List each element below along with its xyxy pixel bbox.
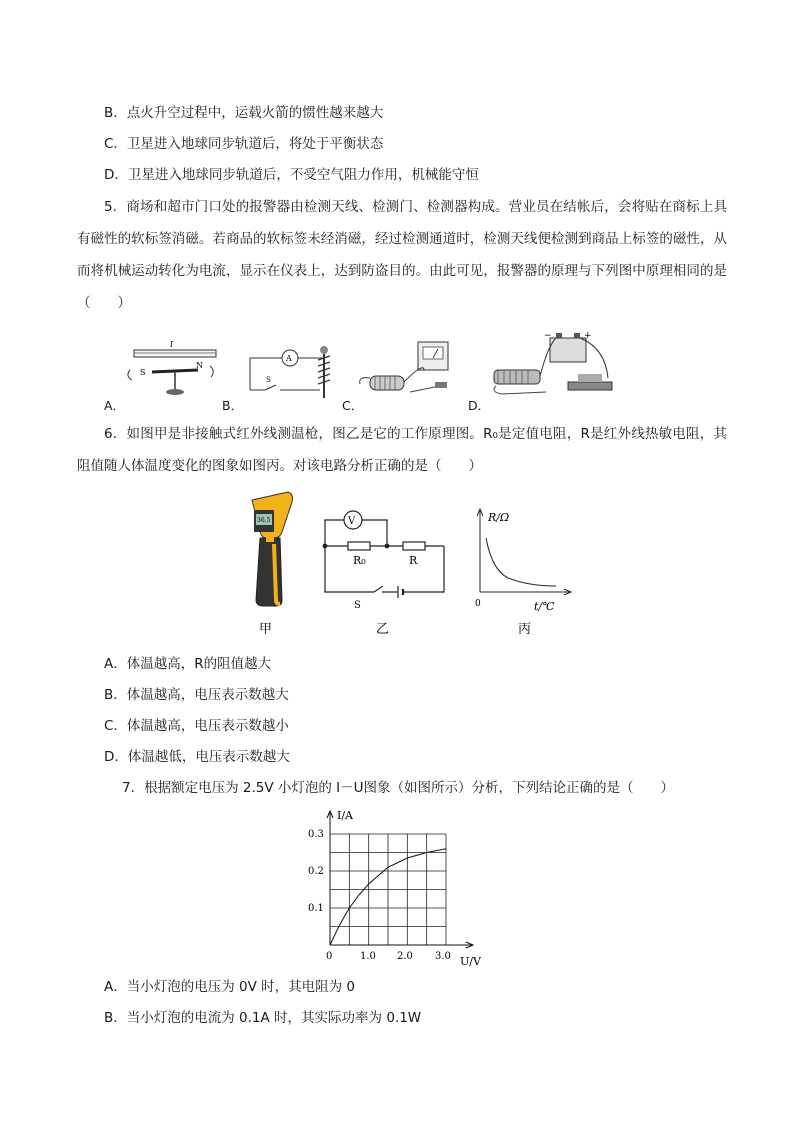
fig-a-current-label: I	[170, 340, 174, 349]
iu-ytick-3: 0.3	[308, 829, 324, 840]
caption-bing: 丙	[518, 622, 532, 637]
iu-xtick-0: 0	[326, 951, 333, 962]
q5-option-c-label: C．	[342, 398, 364, 413]
q5-figure-b	[250, 346, 330, 398]
caption-yi: 乙	[376, 622, 390, 637]
q5-option-d-label: D．	[468, 398, 491, 413]
q4-option-d: D．卫星进入地球同步轨道后，不受空气阻力作用，机械能守恒	[104, 167, 479, 183]
rt-graph-xlabel: t/℃	[534, 600, 555, 613]
q5-figure-d	[494, 331, 612, 394]
fig-d-plus-label: +	[584, 331, 592, 341]
iu-ylabel: I/A	[337, 809, 353, 822]
q5-option-a-label: A．	[104, 398, 126, 413]
caption-jia: 甲	[259, 622, 273, 637]
q6-stem: 6．如图甲是非接触式红外线测温枪，图乙是它的工作原理图。R₀是定值电阻，R是红外线热敏电阻，其阻值随人体温度变化的图象如图丙。对该电路分析正确的是（ ）	[77, 426, 727, 474]
iu-chart-svg	[300, 800, 500, 972]
iu-xlabel: U/V	[460, 955, 481, 968]
q6-figures-svg	[240, 488, 580, 638]
fig-b-switch-label: S	[266, 376, 271, 384]
fig-a-s-label: S	[140, 368, 146, 377]
q6-thermometer-gun	[252, 492, 293, 606]
circuit-r0-label: R₀	[353, 554, 366, 567]
q6-option-a: A．体温越高，R的阻值越大	[104, 656, 272, 672]
fig-a-n-label: N	[196, 361, 203, 370]
gun-display-text: 36.5	[257, 517, 271, 524]
q7-stem: 7．根据额定电压为 2.5V 小灯泡的 I－U图象（如图所示）分析，下列结论正确的是（ ）	[122, 780, 675, 796]
q7-option-b: B．当小灯泡的电流为 0.1A 时，其实际功率为 0.1W	[104, 1010, 422, 1026]
q5-stem: 5．商场和超市门口处的报警器由检测天线、检测门、检测器构成。营业员在结帐后，会将贴在商标上具有磁性的软标签消磁。若商品的软标签未经消磁，经过检测通道时，检测天线便检测到商品上标签的磁性，从而将机械运动转化为电流，显示在仪表上，达到防盗目的。由此可见，报警器的原理与下列图中原理相同的是（ ）	[77, 199, 727, 311]
q6-circuit	[323, 511, 444, 598]
fig-d-minus-label: −	[544, 331, 552, 341]
iu-xtick-3: 3.0	[435, 951, 451, 962]
iu-ytick-2: 0.2	[308, 866, 324, 877]
q5-figure-a	[128, 340, 216, 395]
circuit-voltmeter-label: V	[348, 516, 356, 527]
q4-option-c: C．卫星进入地球同步轨道后，将处于平衡状态	[104, 136, 384, 152]
q5-figures-svg	[100, 330, 660, 412]
q6-figures	[240, 488, 580, 638]
iu-xtick-2: 2.0	[397, 951, 413, 962]
q5-figure-c	[360, 342, 448, 392]
fig-b-ammeter-label: A	[286, 354, 292, 363]
q6-option-d: D．体温越低，电压表示数越大	[104, 749, 290, 765]
iu-xtick-1: 1.0	[360, 951, 376, 962]
q4-option-b: B．点火升空过程中，运载火箭的惯性越来越大	[104, 105, 384, 121]
iu-ytick-1: 0.1	[308, 903, 324, 914]
q7-option-a: A．当小灯泡的电压为 0V 时，其电阻为 0	[104, 979, 356, 995]
rt-graph-ylabel: R/Ω	[488, 511, 510, 524]
q5-option-b-label: B．	[222, 398, 244, 413]
q7-iu-chart	[300, 800, 500, 972]
circuit-switch-label: S	[354, 600, 361, 611]
circuit-r-label: R	[409, 554, 418, 567]
q5-figures	[100, 330, 660, 412]
rt-graph-origin: 0	[475, 599, 481, 609]
q6-option-b: B．体温越高，电压表示数越大	[104, 687, 289, 703]
q6-option-c: C．体温越高，电压表示数越小	[104, 718, 289, 734]
